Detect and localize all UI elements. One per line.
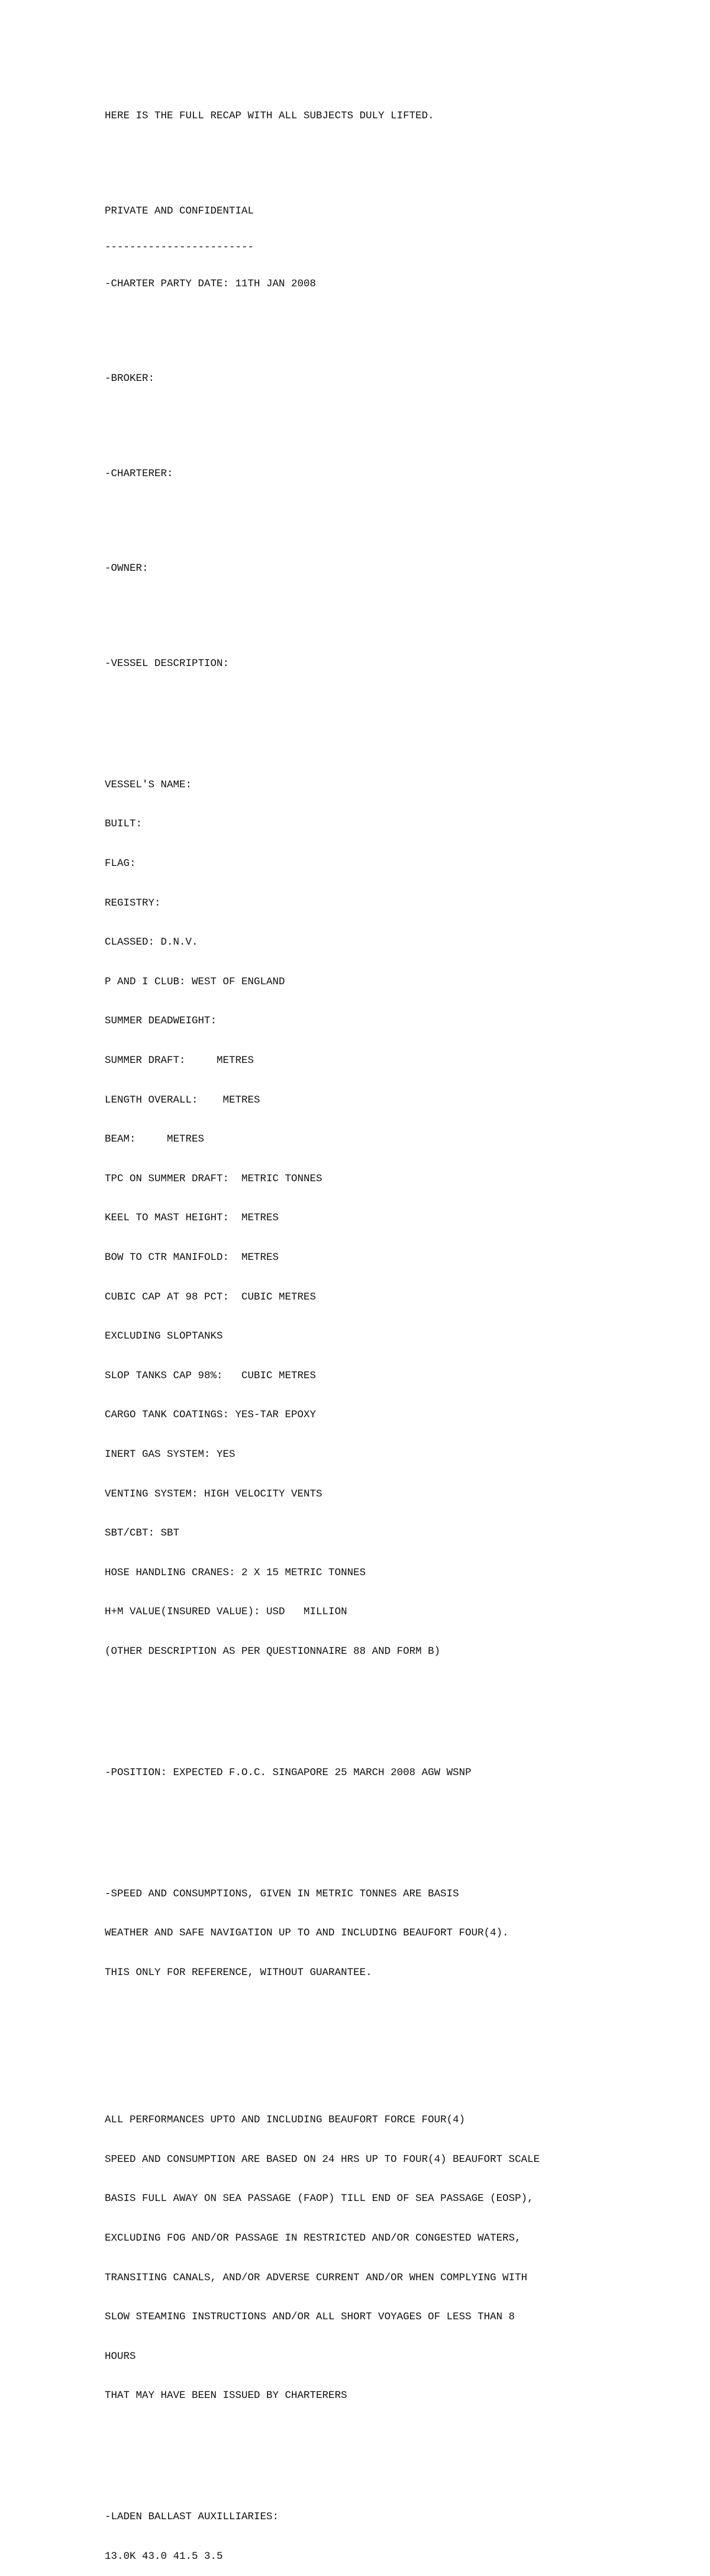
spacer [105,1711,696,1727]
charterer-field: -CHARTERER: [105,467,173,480]
vessel-line: VENTING SYSTEM: HIGH VELOCITY VENTS [105,1488,322,1500]
spacer [105,2455,696,2471]
speed-paragraph [105,1861,696,2005]
vessel-line: CLASSED: D.N.V. [105,936,198,949]
vessel-line: EXCLUDING SLOPTANKS [105,1330,223,1343]
spacer [105,602,696,618]
vessel-line: H+M VALUE(INSURED VALUE): USD MILLION [105,1606,347,1618]
performance-line: ALL PERFORMANCES UPTO AND INCLUDING BEAUFORT FORCE FOUR(4) [105,2114,466,2126]
vessel-line: TPC ON SUMMER DRAFT: METRIC TONNES [105,1172,322,1185]
vessel-line: REGISTRY: [105,897,161,909]
position-line: -POSITION: EXPECTED F.O.C. SINGAPORE 25 MARCH 2008 AGW WSNP [105,1766,472,1779]
laden-values: 13.0K 43.0 41.5 3.5 [105,2550,223,2562]
intro-line: HERE IS THE FULL RECAP WITH ALL SUBJECTS DULY LIFTED. [105,110,434,122]
vessel-line: (OTHER DESCRIPTION AS PER QUESTIONNAIRE 88 AND FORM B) [105,1645,441,1657]
vessel-line: CARGO TANK COATINGS: YES-TAR EPOXY [105,1409,317,1421]
vessel-line: FLAG: [105,858,136,870]
spacer [105,412,696,428]
confidential-underline: ------------------------ [105,241,254,253]
vessel-line: SBT/CBT: SBT [105,1527,180,1540]
spacer [105,2032,696,2048]
laden-heading: -LADEN BALLAST AUXILLIARIES: [105,2511,279,2523]
confidential-title: PRIVATE AND CONFIDENTIAL [105,205,254,217]
performance-line: SLOW STEAMING INSTRUCTIONS AND/OR ALL SHORT VOYAGES OF LESS THAN 8 [105,2311,515,2323]
vessel-line: P AND I CLUB: WEST OF ENGLAND [105,975,285,988]
spacer [105,697,696,713]
performance-line: EXCLUDING FOG AND/OR PASSAGE IN RESTRICTED AND/OR CONGESTED WATERS, [105,2232,521,2244]
vessel-line: BEAM: METRES [105,1133,205,1146]
vessel-line: SUMMER DRAFT: METRES [105,1054,254,1066]
vessel-line: SUMMER DEADWEIGHT: [105,1015,217,1027]
owner-field: -OWNER: [105,563,149,575]
speed-line: WEATHER AND SAFE NAVIGATION UP TO AND INCLUDING BEAUFORT FOUR(4). [105,1927,509,1940]
performance-paragraph [105,2087,696,2429]
vessel-line: BOW TO CTR MANIFOLD: METRES [105,1251,279,1263]
performance-line: THAT MAY HAVE BEEN ISSUED BY CHARTERERS [105,2390,347,2402]
performance-line: TRANSITING CANALS, AND/OR ADVERSE CURRENT AND/OR WHEN COMPLYING WITH [105,2271,528,2284]
spacer [105,317,696,333]
vessel-line: SLOP TANKS CAP 98%: CUBIC METRES [105,1369,317,1382]
broker-field: -BROKER: [105,373,155,385]
vessel-line: VESSEL'S NAME: [105,778,192,791]
vessel-line: INERT GAS SYSTEM: YES [105,1448,235,1460]
vessel-line: HOSE HANDLING CRANES: 2 X 15 METRIC TONNES [105,1566,366,1579]
speed-line: THIS ONLY FOR REFERENCE, WITHOUT GUARANTEE. [105,1966,372,1979]
vessel-line: BUILT: [105,818,143,830]
recap-document [105,83,696,2576]
performance-line: BASIS FULL AWAY ON SEA PASSAGE (FAOP) TILL END OF SEA PASSAGE (EOSP), [105,2193,534,2205]
vessel-details [105,752,696,1684]
vessel-line: LENGTH OVERALL: METRES [105,1094,260,1106]
spacer [105,149,696,165]
vessel-line: CUBIC CAP AT 98 PCT: CUBIC METRES [105,1291,317,1303]
performance-line: SPEED AND CONSUMPTION ARE BASED ON 24 HRS UP TO FOUR(4) BEAUFORT SCALE [105,2153,540,2165]
performance-line: HOURS [105,2350,136,2362]
vessel-line: KEEL TO MAST HEIGHT: METRES [105,1212,279,1224]
speed-line: -SPEED AND CONSUMPTIONS, GIVEN IN METRIC TONNES ARE BASIS [105,1887,459,1900]
vessel-description-heading: -VESSEL DESCRIPTION: [105,657,230,670]
charter-party-date: -CHARTER PARTY DATE: 11TH JAN 2008 [105,277,317,290]
spacer [105,507,696,523]
spacer [105,1805,696,1821]
